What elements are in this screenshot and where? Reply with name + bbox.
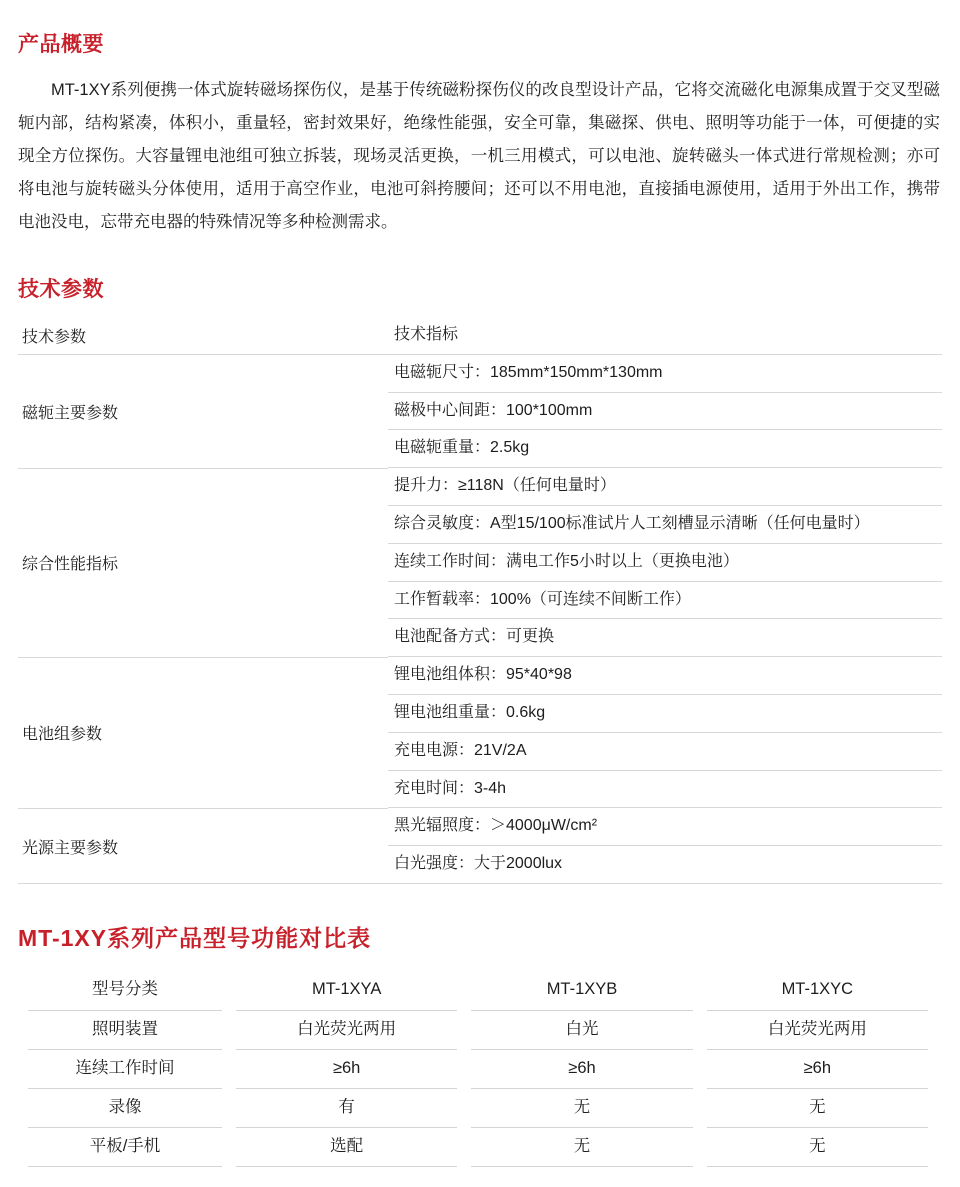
spec-value: 综合灵敏度：A型15/100标准试片人工刻槽显示清晰（任何电量时） [388,506,942,544]
spec-group-row [18,355,942,468]
spec-group-row [18,657,942,808]
compare-row [28,1011,928,1050]
spec-value: 连续工作时间：满电工作5小时以上（更换电池） [388,544,942,582]
compare-row-label: 平板/手机 [28,1128,222,1167]
compare-header-cell: MT-1XYC [707,971,928,1010]
compare-table [14,971,942,1166]
overview-heading: 产品概要 [18,33,104,56]
compare-row [28,1128,928,1167]
compare-cell: ≥6h [471,1050,692,1089]
specs-heading: 技术参数 [18,278,104,301]
specs-col-value-header: 技术指标 [388,317,942,355]
compare-heading: MT-1XY系列产品型号功能对比表 [18,925,372,952]
spec-group-row [18,808,942,884]
compare-header-cell: 型号分类 [28,971,222,1010]
spec-group-label: 综合性能指标 [22,556,119,574]
spec-group-label: 电池组参数 [22,726,103,744]
spec-value: 黑光辐照度：＞4000μW/cm² [388,808,942,846]
spec-group-row [18,468,942,657]
compare-cell: ≥6h [707,1050,928,1089]
spec-group-label: 光源主要参数 [22,839,119,857]
compare-cell: 选配 [236,1128,457,1167]
compare-row [28,1050,928,1089]
overview-paragraph: MT-1XY系列便携一体式旋转磁场探伤仪，是基于传统磁粉探伤仪的改良型设计产品，它将交流磁化电源集成置于交叉型磁轭内部，结构紧凑，体积小，重量轻，密封效果好，绝缘性能强，安全可靠，集磁探、供电、照明等功能于一体，可便捷的实现全方位探伤。大容量锂电池组可独立拆装，现场灵活更换，一机三用模式，可以电池、旋转磁头一体式进行常规检测；亦可将电池与旋转磁头分体使用，适用于高空作业，电池可斜挎腰间；还可以不用电池，直接插电源使用，适用于外出工作，携带电池没电，忘带充电器的特殊情况等多种检测需求。 [18,81,940,231]
specs-col-label-header: 技术参数 [22,329,87,347]
spec-value: 电磁轭尺寸：185mm*150mm*130mm [388,355,942,393]
compare-cell: 无 [471,1128,692,1167]
compare-row [28,1089,928,1128]
compare-row-label: 连续工作时间 [28,1050,222,1089]
spec-group-label: 磁轭主要参数 [22,404,119,422]
spec-value: 电磁轭重量：2.5kg [388,430,942,468]
compare-cell: ≥6h [236,1050,457,1089]
compare-cell: 无 [471,1089,692,1128]
compare-cell: 白光 [471,1011,692,1050]
compare-cell: 无 [707,1089,928,1128]
spec-value: 电池配备方式：可更换 [388,619,942,657]
compare-row-label: 照明装置 [28,1011,222,1050]
spec-value: 磁极中心间距：100*100mm [388,393,942,431]
compare-cell: 白光荧光两用 [707,1011,928,1050]
spec-value: 提升力：≥118N（任何电量时） [388,468,942,506]
spec-value: 锂电池组体积：95*40*98 [388,657,942,695]
spec-value: 充电电源：21V/2A [388,733,942,771]
specs-header-row [18,317,942,355]
compare-header-cell: MT-1XYA [236,971,457,1010]
specs-table-block [16,317,944,884]
compare-row-label: 录像 [28,1089,222,1128]
spec-value: 充电时间：3-4h [388,771,942,809]
compare-cell: 无 [707,1128,928,1167]
compare-cell: 白光荧光两用 [236,1011,457,1050]
compare-header-cell: MT-1XYB [471,971,692,1010]
spec-value: 工作暂载率：100%（可连续不间断工作） [388,582,942,620]
compare-header-row [28,971,928,1010]
specs-table [18,317,942,884]
spec-value: 白光强度：大于2000lux [388,846,942,884]
compare-cell: 有 [236,1089,457,1128]
spec-value: 锂电池组重量：0.6kg [388,695,942,733]
